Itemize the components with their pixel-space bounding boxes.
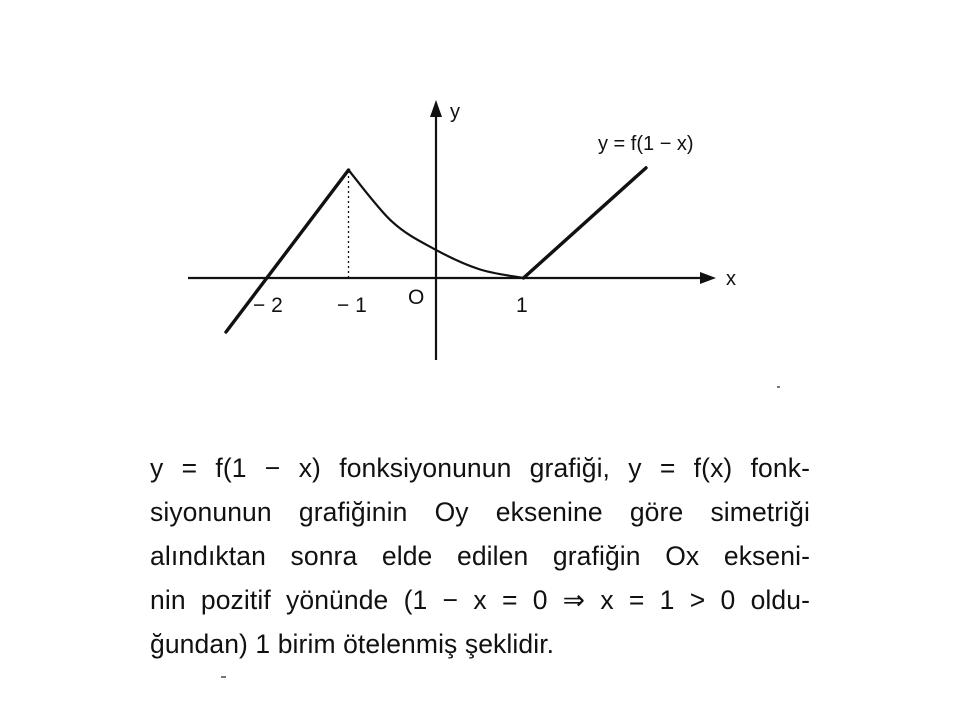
- x-axis-arrowhead: [700, 272, 716, 284]
- origin-label: O: [408, 286, 425, 309]
- curve-label: y = f(1 − x): [598, 133, 694, 155]
- x-axis-label: x: [726, 268, 736, 290]
- tick-label-1: 1: [516, 294, 528, 317]
- explanation-line-1: y = f(1 − x) fonksiyonunun grafiği, y = f(x) fonk-: [150, 453, 810, 483]
- y-axis-label: y: [450, 101, 460, 123]
- scan-speck: [221, 676, 226, 678]
- explanation-line-2: siyonunun grafiğinin Oy eksenine göre simetriği: [150, 497, 810, 527]
- graph-left-line: [226, 170, 349, 332]
- explanation-line-4: nin pozitif yönünde (1 − x = 0 ⇒ x = 1 > 0 oldu-: [150, 585, 810, 615]
- tick-label-minus-2: − 2: [253, 294, 283, 317]
- tick-label-minus-1: − 1: [337, 294, 367, 317]
- explanation-line-3: alındıktan sonra elde edilen grafiğin Ox ekseni-: [150, 541, 810, 571]
- explanation-paragraph: [150, 446, 810, 666]
- graph-right-line: [524, 168, 647, 278]
- explanation-line-5: ğundan) 1 birim ötelenmiş şeklidir.: [150, 629, 555, 659]
- scan-speck: [777, 386, 780, 388]
- y-axis-arrowhead: [430, 100, 442, 117]
